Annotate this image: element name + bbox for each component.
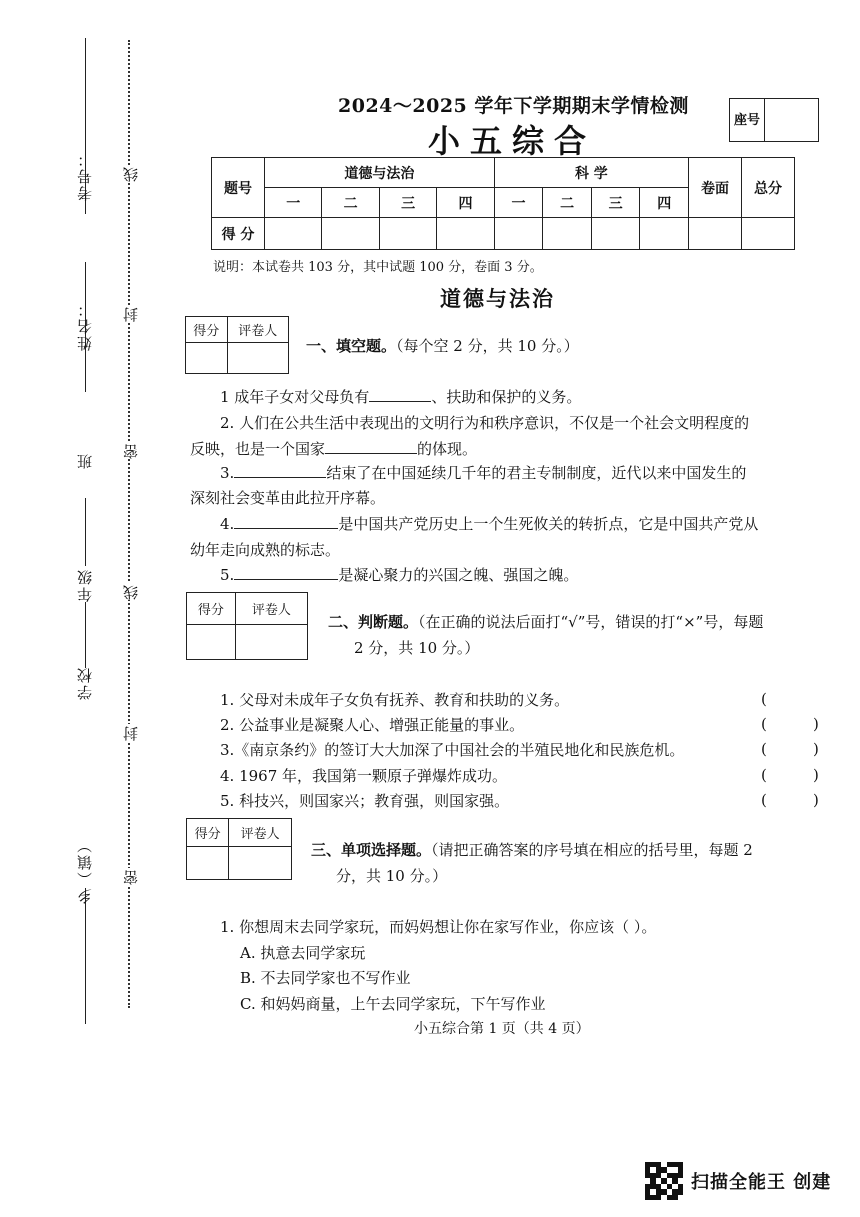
scorer-grader-cell[interactable] bbox=[235, 625, 307, 660]
scorer-grader-label: 评卷人 bbox=[229, 819, 292, 847]
q3-text-a: 结束了在中国延续几千年的君主专制制度，近代以来中国发生的 bbox=[326, 464, 747, 482]
score-cell[interactable] bbox=[640, 218, 689, 250]
scorer-grader-label: 评卷人 bbox=[227, 317, 289, 343]
part3-option-a[interactable]: A. 执意去同学家玩 bbox=[240, 944, 366, 962]
scorer-score-cell[interactable] bbox=[187, 625, 236, 660]
seat-number-label: 座号 bbox=[730, 99, 765, 141]
score-table-sub: 三 bbox=[379, 188, 436, 218]
part3-heading bbox=[311, 836, 753, 864]
part3-option-c[interactable]: C. 和妈妈商量，上午去同学家玩，下午写作业 bbox=[240, 995, 546, 1013]
answer-blank[interactable] bbox=[325, 437, 417, 454]
scorer-score-cell[interactable] bbox=[186, 343, 228, 374]
seal-mark: 线 bbox=[122, 583, 140, 600]
scorer-box-part3 bbox=[186, 818, 292, 880]
margin-label-town: 乡（镇） bbox=[76, 836, 94, 904]
score-table-sub: 三 bbox=[591, 188, 640, 218]
scorer-score-cell[interactable] bbox=[187, 847, 229, 880]
score-table bbox=[211, 157, 795, 250]
part1-q4-line1 bbox=[220, 510, 758, 538]
q1-text-a: 1 成年子女对父母负有 bbox=[220, 388, 370, 406]
scanner-brand bbox=[645, 1162, 831, 1200]
part1-heading bbox=[306, 332, 579, 360]
part1-desc: （每个空 2 分，共 10 分。） bbox=[396, 337, 579, 355]
seal-mark: 密 bbox=[122, 868, 140, 885]
margin-label-class: 班 bbox=[76, 452, 94, 469]
part2-item: 2. 公益事业是凝聚人心、增强正能量的事业。 bbox=[220, 716, 525, 734]
page-footer: 小五综合第 1 页（共 4 页） bbox=[414, 1021, 590, 1037]
part1-q3-line1 bbox=[220, 459, 746, 487]
seal-mark: 封 bbox=[122, 724, 140, 741]
q5-num: 5. bbox=[220, 566, 235, 584]
margin-label-exam-no: 考号： bbox=[76, 150, 94, 201]
answer-paren-close[interactable]: ) bbox=[813, 740, 819, 758]
answer-paren-close[interactable]: ) bbox=[813, 715, 819, 733]
seal-mark: 线 bbox=[122, 165, 140, 182]
score-table-zongfen: 总分 bbox=[742, 158, 795, 218]
score-cell[interactable] bbox=[322, 218, 379, 250]
score-table-defen: 得 分 bbox=[212, 218, 265, 250]
score-table-sub: 四 bbox=[437, 188, 494, 218]
q5-text-a: 是凝心聚力的兴国之魄、强国之魄。 bbox=[338, 566, 579, 584]
score-cell[interactable] bbox=[379, 218, 436, 250]
margin-label-school: 学校 bbox=[76, 666, 94, 700]
qr-code-icon bbox=[645, 1162, 683, 1200]
margin-solid-line-low bbox=[85, 498, 86, 566]
score-cell[interactable] bbox=[742, 218, 795, 250]
answer-paren-open[interactable]: ( bbox=[761, 690, 767, 708]
answer-paren-close[interactable]: ) bbox=[813, 766, 819, 784]
scorer-grader-cell[interactable] bbox=[227, 343, 289, 374]
part3-title: 三、单项选择题。 bbox=[311, 841, 432, 859]
score-table-juanmian: 卷面 bbox=[689, 158, 742, 218]
part1-title: 一、填空题。 bbox=[306, 337, 397, 355]
answer-paren-close[interactable]: ) bbox=[813, 791, 819, 809]
score-cell[interactable] bbox=[543, 218, 592, 250]
margin-solid-line-town bbox=[85, 888, 86, 1024]
scanner-brand-text: 扫描全能王 创建 bbox=[691, 1172, 832, 1193]
margin-label-name: 姓名： bbox=[76, 300, 94, 351]
margin-label-grade: 年级 bbox=[76, 568, 94, 602]
margin-dotted-line bbox=[128, 40, 130, 1008]
margin-solid-line-school bbox=[85, 602, 86, 668]
scorer-grader-label: 评卷人 bbox=[235, 593, 307, 625]
score-table-group-morality: 道德与法治 bbox=[265, 158, 495, 188]
answer-blank[interactable] bbox=[369, 385, 431, 402]
score-table-sub: 一 bbox=[265, 188, 322, 218]
q4-num: 4. bbox=[220, 515, 235, 533]
score-table-sub: 二 bbox=[322, 188, 379, 218]
scorer-score-label: 得分 bbox=[187, 593, 236, 625]
answer-paren-open[interactable]: ( bbox=[761, 715, 767, 733]
q2-text-a: 反映，也是一个国家 bbox=[190, 440, 326, 458]
part1-q4-line2: 幼年走向成熟的标志。 bbox=[190, 541, 341, 559]
answer-paren-open[interactable]: ( bbox=[761, 740, 767, 758]
answer-blank[interactable] bbox=[234, 563, 338, 580]
exam-main-title: 小五综合 bbox=[428, 122, 597, 160]
part3-q1: 1. 你想周末去同学家玩，而妈妈想让你在家写作业，你应该（ ）。 bbox=[220, 918, 657, 936]
score-cell[interactable] bbox=[437, 218, 494, 250]
seat-number-field[interactable] bbox=[765, 99, 818, 141]
scorer-box-part1 bbox=[185, 316, 289, 374]
answer-paren-open[interactable]: ( bbox=[761, 766, 767, 784]
part2-item: 5. 科技兴，则国家兴；教育强，则国家强。 bbox=[220, 792, 510, 810]
seal-mark: 密 bbox=[122, 442, 140, 459]
part3-option-b[interactable]: B. 不去同学家也不写作业 bbox=[240, 969, 411, 987]
score-cell[interactable] bbox=[494, 218, 543, 250]
seal-mark: 封 bbox=[122, 305, 140, 322]
exam-year-title: 2024～2025 学年下学期期末学情检测 bbox=[338, 95, 689, 117]
score-table-sub: 四 bbox=[640, 188, 689, 218]
part2-item: 1. 父母对未成年子女负有抚养、教育和扶助的义务。 bbox=[220, 691, 570, 709]
score-table-group-science: 科 学 bbox=[494, 158, 688, 188]
score-cell[interactable] bbox=[265, 218, 322, 250]
q1-text-b: 、扶助和保护的义务。 bbox=[431, 388, 582, 406]
scorer-score-label: 得分 bbox=[187, 819, 229, 847]
subject-title: 道德与法治 bbox=[440, 286, 555, 311]
part2-heading bbox=[328, 608, 763, 636]
q4-text-a: 是中国共产党历史上一个生死攸关的转折点，它是中国共产党从 bbox=[338, 515, 759, 533]
part3-desc-line1: （请把正确答案的序号填在相应的括号里，每题 2 bbox=[431, 841, 753, 859]
scorer-score-label: 得分 bbox=[186, 317, 228, 343]
part1-q2-line1: 2. 人们在公共生活中表现出的文明行为和秩序意识，不仅是一个社会文明程度的 bbox=[220, 414, 750, 432]
scorer-grader-cell[interactable] bbox=[229, 847, 292, 880]
q3-num: 3. bbox=[220, 464, 235, 482]
score-table-sub: 二 bbox=[543, 188, 592, 218]
score-cell[interactable] bbox=[689, 218, 742, 250]
score-table-sub: 一 bbox=[494, 188, 543, 218]
part1-q5 bbox=[220, 561, 578, 589]
scorer-box-part2 bbox=[186, 592, 308, 660]
part1-q3-line2: 深刻社会变革由此拉开序幕。 bbox=[190, 489, 386, 507]
answer-blank[interactable] bbox=[234, 461, 326, 478]
score-cell[interactable] bbox=[591, 218, 640, 250]
part2-desc-line1: （在正确的说法后面打“√”号，错误的打“×”号，每题 bbox=[418, 613, 764, 631]
answer-paren-open[interactable]: ( bbox=[761, 791, 767, 809]
score-table-tihao: 题号 bbox=[212, 158, 265, 218]
part2-item: 3.《南京条约》的签订大大加深了中国社会的半殖民地化和民族危机。 bbox=[220, 741, 685, 759]
q2-text-b: 的体现。 bbox=[417, 440, 478, 458]
part2-title: 二、判断题。 bbox=[328, 613, 419, 631]
part3-desc-line2: 分，共 10 分。） bbox=[336, 867, 448, 885]
seat-number-box bbox=[729, 98, 819, 142]
exam-note: 说明：本试卷共 103 分，其中试题 100 分，卷面 3 分。 bbox=[213, 260, 543, 275]
part2-desc-line2: 2 分，共 10 分。） bbox=[354, 639, 480, 657]
part2-item: 4. 1967 年，我国第一颗原子弹爆炸成功。 bbox=[220, 767, 508, 785]
part1-q1 bbox=[220, 383, 581, 411]
answer-blank[interactable] bbox=[234, 512, 338, 529]
